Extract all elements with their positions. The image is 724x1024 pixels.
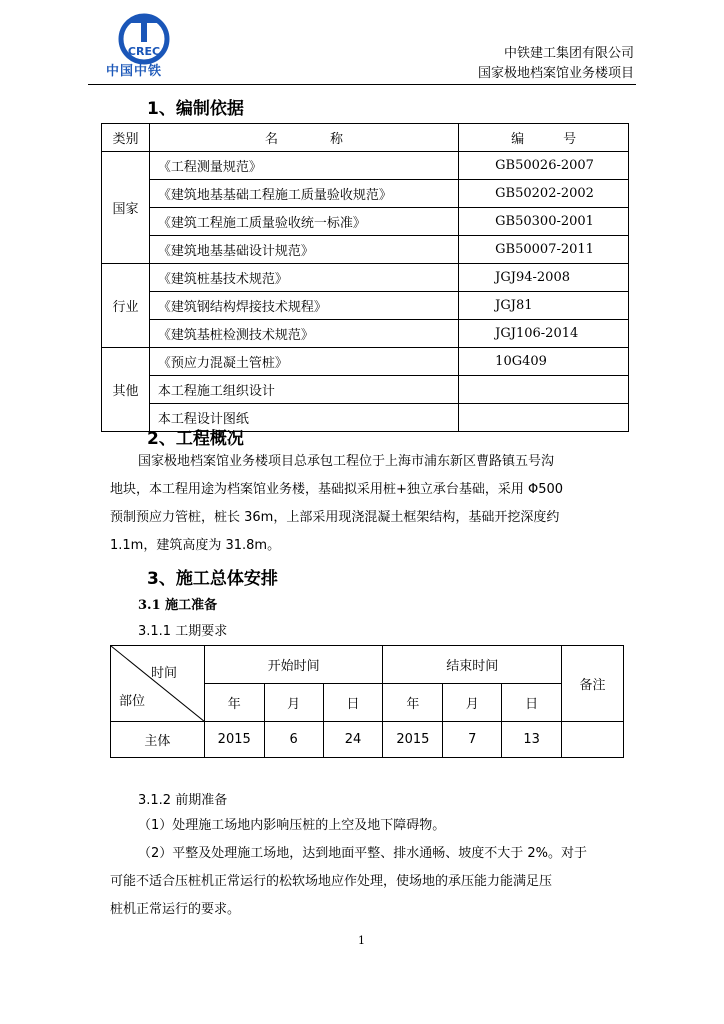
table-row: [102, 180, 629, 208]
code-cell: 10G409: [459, 348, 629, 376]
month-header: 月: [443, 684, 502, 722]
project-name: 国家极地档案馆业务楼项目: [477, 66, 634, 81]
overview-line: 国家极地档案馆业务楼项目总承包工程位于上海市浦东新区曹路镇五号沟: [138, 454, 555, 469]
table-row: [102, 320, 629, 348]
name-cell: 《预应力混凝土管桩》: [149, 348, 458, 376]
col-code: 编 号: [459, 124, 629, 152]
end-day: 13: [502, 722, 562, 758]
year-header: 年: [383, 684, 443, 722]
name-cell: 《建筑钢结构焊接技术规程》: [149, 292, 458, 320]
name-cell: 《建筑基桩检测技术规范》: [149, 320, 458, 348]
section-2-title: 2、工程概况: [147, 429, 244, 449]
table-row: [102, 208, 629, 236]
table-row: [102, 376, 629, 404]
start-year: 2015: [204, 722, 264, 758]
name-cell: 《建筑地基基础工程施工质量验收规范》: [149, 180, 458, 208]
corner-part: 部位: [119, 694, 146, 709]
end-time-header: 结束时间: [383, 646, 562, 684]
company-name: 中铁建工集团有限公司: [503, 46, 634, 61]
corner-time: 时间: [151, 666, 178, 681]
schedule-table: [110, 645, 624, 758]
overview-line: 预制预应力管桩，桩长 36m，上部采用现浇混凝土框架结构，基础开挖深度约: [110, 510, 560, 525]
col-name: 名 称: [149, 124, 458, 152]
code-cell: GB50007-2011: [459, 236, 629, 264]
day-header: 日: [323, 684, 383, 722]
page-number: 1: [358, 934, 365, 947]
code-cell: [459, 404, 629, 432]
row-label: 主体: [111, 722, 205, 758]
logo-text: 中国中铁: [106, 64, 163, 79]
note-cell: [562, 722, 624, 758]
table-row: [102, 264, 629, 292]
prep-para-2-line: 可能不适合压桩机正常运行的松软场地应作处理，使场地的承压能力能满足压: [110, 874, 553, 889]
subsection-3-1-1: 3.1.1 工期要求: [138, 624, 228, 639]
overview-line: 地块，本工程用途为档案馆业务楼，基础拟采用桩+独立承台基础，采用 Φ500: [110, 482, 564, 497]
name-cell: 《建筑地基基础设计规范》: [149, 236, 458, 264]
corner-cell: [111, 646, 205, 722]
section-1-title: 1、编制依据: [147, 99, 244, 119]
code-cell: JGJ81: [459, 292, 629, 320]
start-month: 6: [264, 722, 323, 758]
code-cell: GB50026-2007: [459, 152, 629, 180]
overview-line: 1.1m，建筑高度为 31.8m。: [110, 538, 281, 553]
header-rule: [88, 84, 636, 85]
code-cell: GB50202-2002: [459, 180, 629, 208]
name-cell: 本工程设计图纸: [149, 404, 458, 432]
day-header: 日: [502, 684, 562, 722]
prep-para-1: （1）处理施工场地内影响压桩的上空及地下障碍物。: [138, 818, 446, 833]
table-header-row: [102, 124, 629, 152]
month-header: 月: [264, 684, 323, 722]
schedule-header-row: [111, 646, 624, 684]
svg-text:CREC: CREC: [127, 45, 161, 58]
code-cell: GB50300-2001: [459, 208, 629, 236]
category-cell: 行业: [102, 264, 150, 348]
note-header: 备注: [562, 646, 624, 722]
code-cell: JGJ106-2014: [459, 320, 629, 348]
basis-table: [101, 123, 629, 432]
col-category: 类别: [102, 124, 150, 152]
start-time-header: 开始时间: [204, 646, 383, 684]
name-cell: 本工程施工组织设计: [149, 376, 458, 404]
table-row: [102, 292, 629, 320]
start-day: 24: [323, 722, 383, 758]
code-cell: [459, 376, 629, 404]
subsection-3-1-2: 3.1.2 前期准备: [138, 793, 228, 808]
table-row: [102, 348, 629, 376]
category-cell: 国家: [102, 152, 150, 264]
section-3-title: 3、施工总体安排: [147, 569, 278, 589]
code-cell: JGJ94-2008: [459, 264, 629, 292]
name-cell: 《建筑桩基技术规范》: [149, 264, 458, 292]
name-cell: 《工程测量规范》: [149, 152, 458, 180]
year-header: 年: [204, 684, 264, 722]
diagonal-line: [111, 646, 204, 721]
category-cell: 其他: [102, 348, 150, 432]
table-row: [102, 236, 629, 264]
end-month: 7: [443, 722, 502, 758]
end-year: 2015: [383, 722, 443, 758]
table-row: [111, 722, 624, 758]
name-cell: 《建筑工程施工质量验收统一标准》: [149, 208, 458, 236]
prep-para-2-line: 桩机正常运行的要求。: [110, 902, 241, 917]
subsection-3-1: 3.1 施工准备: [138, 598, 218, 613]
prep-para-2-line: （2）平整及处理施工场地，达到地面平整、排水通畅、坡度不大于 2%。对于: [138, 846, 588, 861]
table-row: [102, 152, 629, 180]
